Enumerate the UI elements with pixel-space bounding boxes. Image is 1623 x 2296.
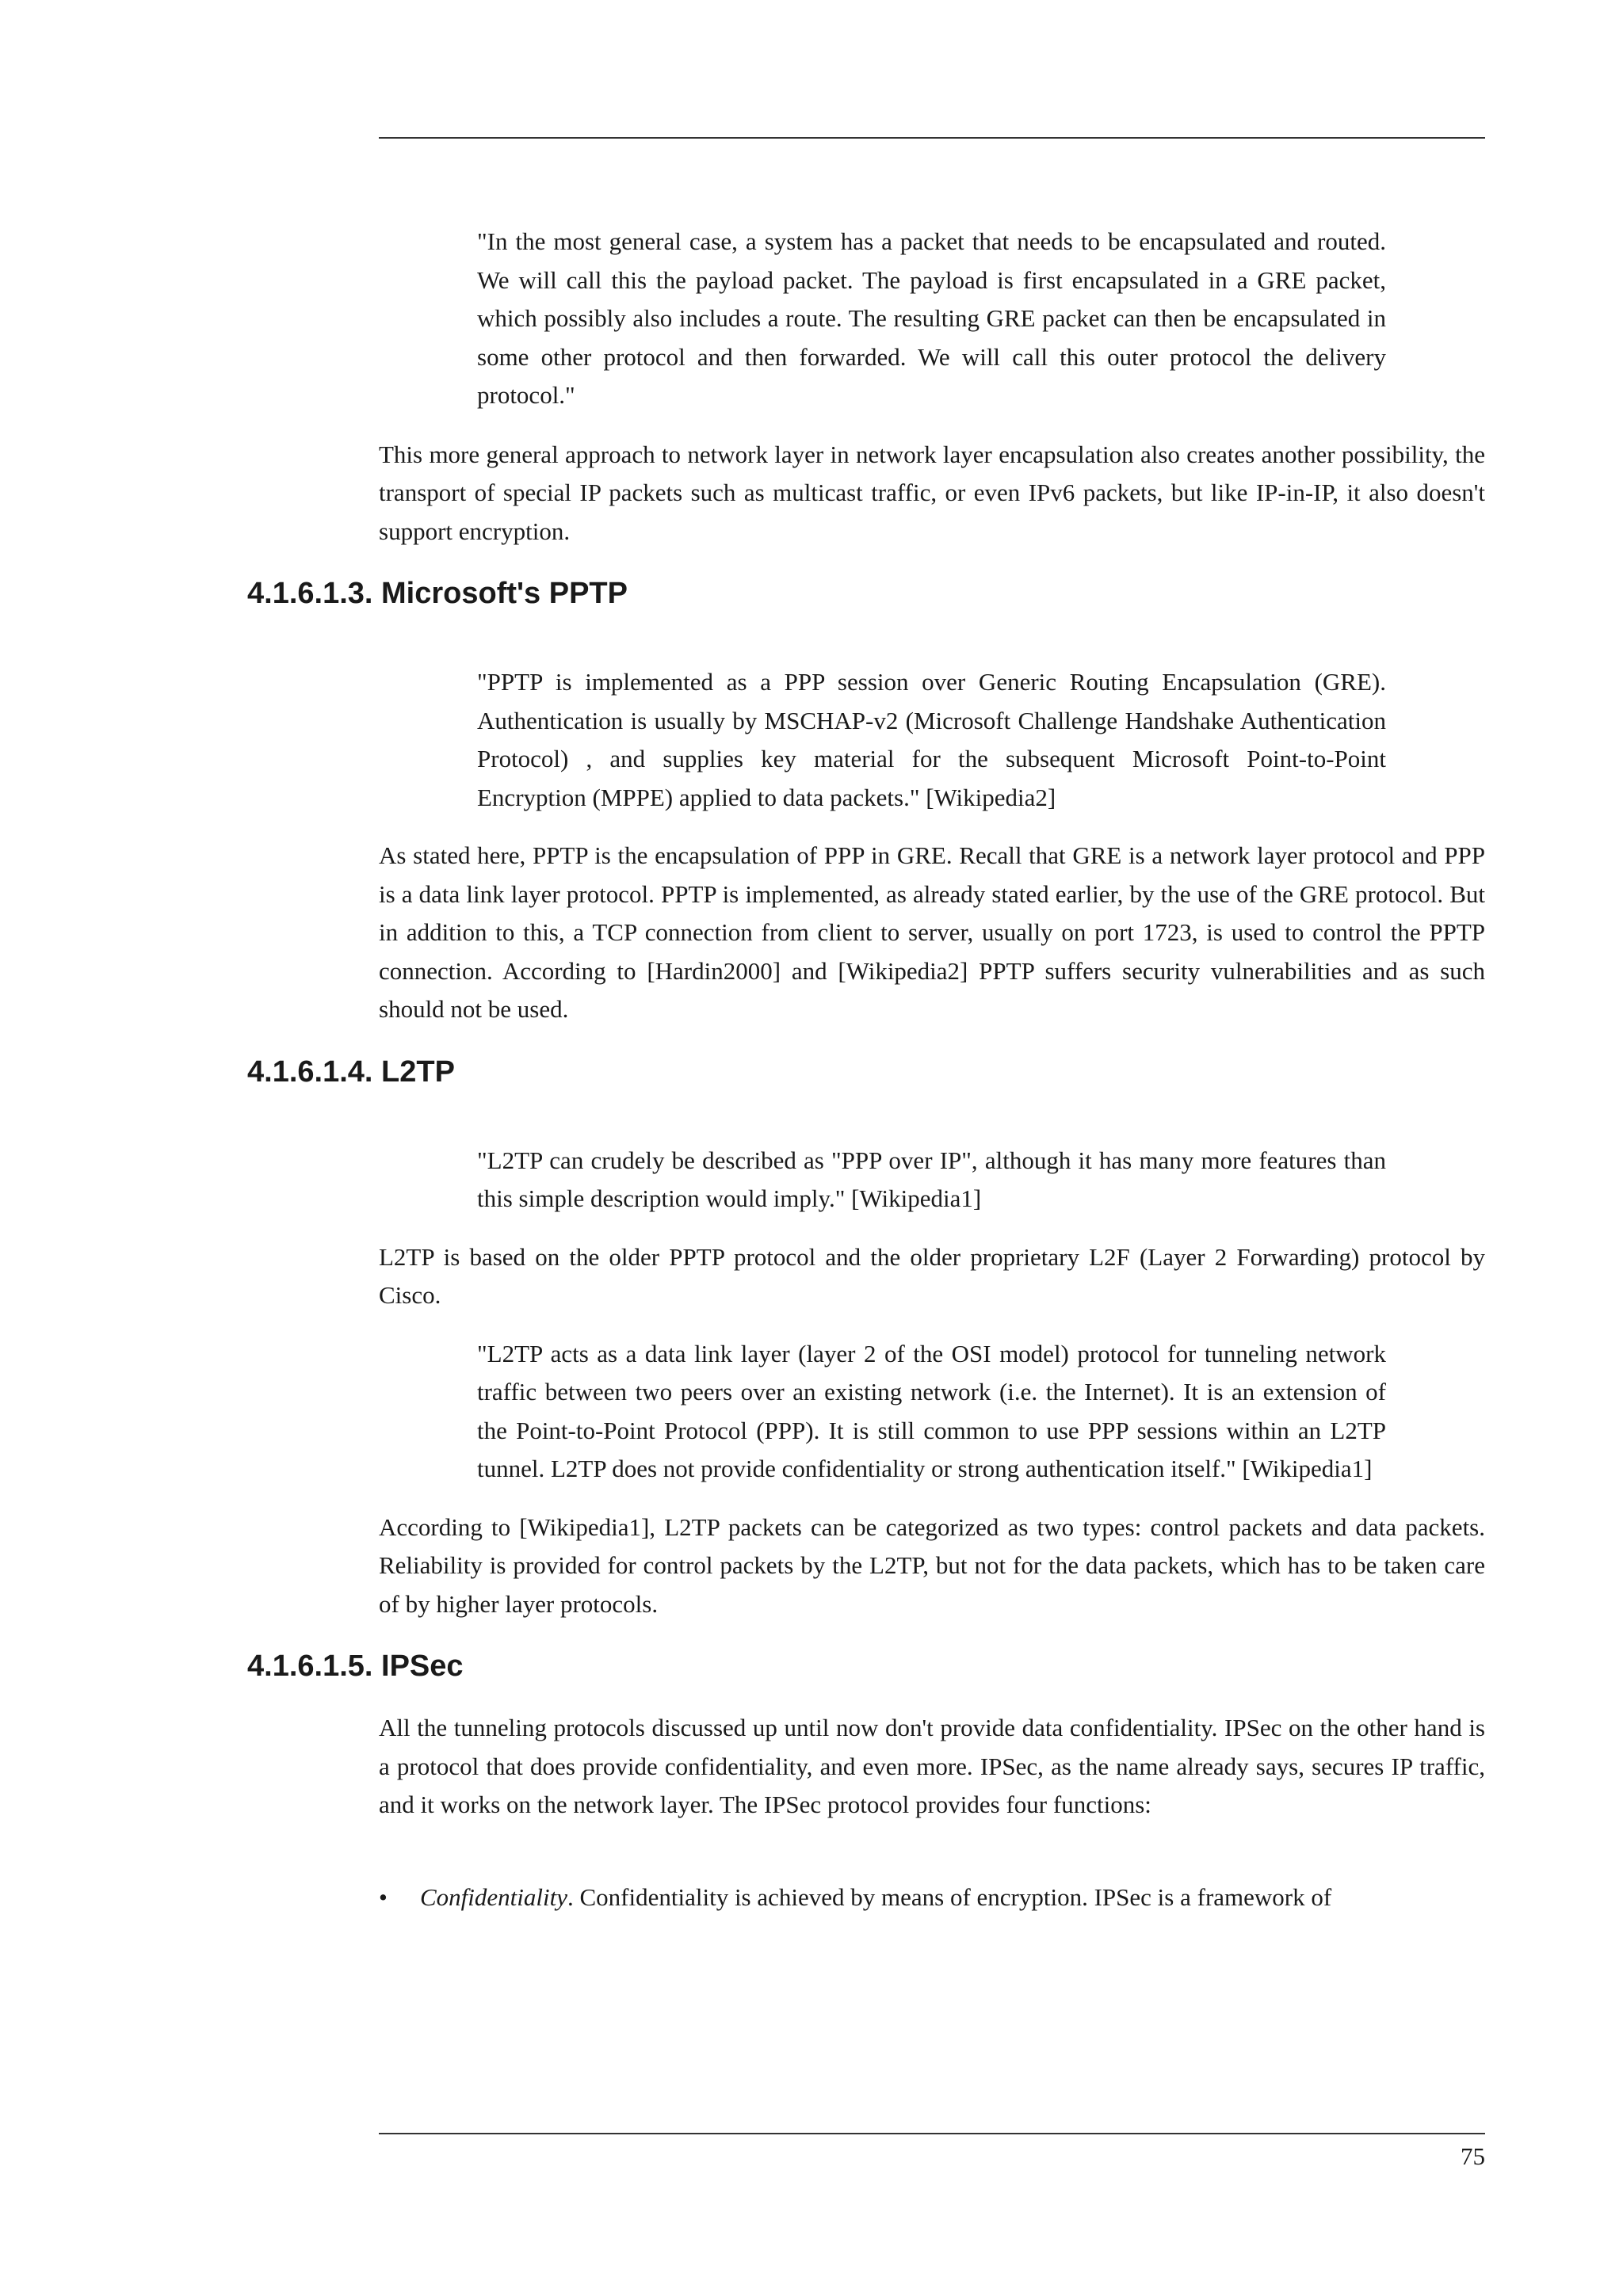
section-heading-ipsec: 4.1.6.1.5. IPSec [247,1650,464,1683]
header-rule [379,137,1485,139]
block-quote-l2tp-2: "L2TP acts as a data link layer (layer 2 of the OSI model) protocol for tunneling network traffic between two peers over an existing network (i.e. the Internet). It is an extension of the Point-to-Point Protocol (PPP). It is still common to use PPP sessions within an L2TP tunnel. L2TP does not provide confidentiality or strong authentication itself." [Wikipedia1] [477,1339,1386,1482]
block-quote-pptp: "PPTP is implemented as a PPP session over Generic Routing Encapsulation (GRE). Authentication is usually by MSCHAP-v2 (Microsoft Challenge Handshake Authentication Protocol) , and supplies key material for the subsequent Microsoft Point-to-Point Encryption (MPPE) applied to data packets." [Wikipedia2] [477,668,1386,811]
footer-rule [379,2133,1485,2134]
page-number: 75 [1461,2142,1485,2170]
block-quote-l2tp-1: "L2TP can crudely be described as "PPP over IP", although it has many more features than this simple description would imply." [Wikipedia1] [477,1146,1386,1212]
block-quote-gre: "In the most general case, a system has a packet that needs to be encapsulated and routed. We will call this the payload packet. The payload is first encapsulated in a GRE packet, which possibly also includes a route. The resulting GRE packet can then be encapsulated in some other protocol and then forwarded. We will call this outer protocol the delivery protocol." [477,227,1386,409]
section-heading-pptp: 4.1.6.1.3. Microsoft's PPTP [247,577,628,610]
list-item-text: . Confidentiality is achieved by means of encryption. IPSec is a framework of [567,1882,1332,1911]
list-item-term: Confidentiality [420,1882,567,1911]
page-body [247,223,1485,1917]
paragraph-l2tp-origin: L2TP is based on the older PPTP protocol and the older proprietary L2F (Layer 2 Forwarding) protocol by Cisco. [379,1242,1485,1309]
paragraph-l2tp-packets: According to [Wikipedia1], L2TP packets can be categorized as two types: control packets and data packets. Reliability is provided for control packets by the L2TP, but not for the data packets, which has to be taken care of by higher layer protocols. [379,1512,1485,1618]
paragraph-gre-approach: This more general approach to network layer in network layer encapsulation also creates another possibility, the transport of special IP packets such as multicast traffic, or even IPv6 packets, but like IP-in-IP, it also doesn't support encryption. [379,440,1485,545]
paragraph-ipsec: All the tunneling protocols discussed up until now don't provide data confidentiality. IPSec on the other hand is a protocol that does provide confidentiality, and even more. IPSec, as the name already says, secures IP traffic, and it works on the network layer. The IPSec protocol provides four functions: [379,1714,1485,1818]
bullet-icon: • [379,1882,388,1911]
list-item-confidentiality [379,1878,1485,1917]
section-heading-l2tp: 4.1.6.1.4. L2TP [247,1055,455,1089]
paragraph-pptp: As stated here, PPTP is the encapsulation of PPP in GRE. Recall that GRE is a network layer protocol and PPP is a data link layer protocol. PPTP is implemented, as already stated earlier, by the use of the GRE protocol. But in addition to this, a TCP connection from client to server, usually on port 1723, is used to control the PPTP connection. According to [Hardin2000] and [Wikipedia2] PPTP suffers security vulnerabilities and as such should not be used. [379,841,1485,1023]
